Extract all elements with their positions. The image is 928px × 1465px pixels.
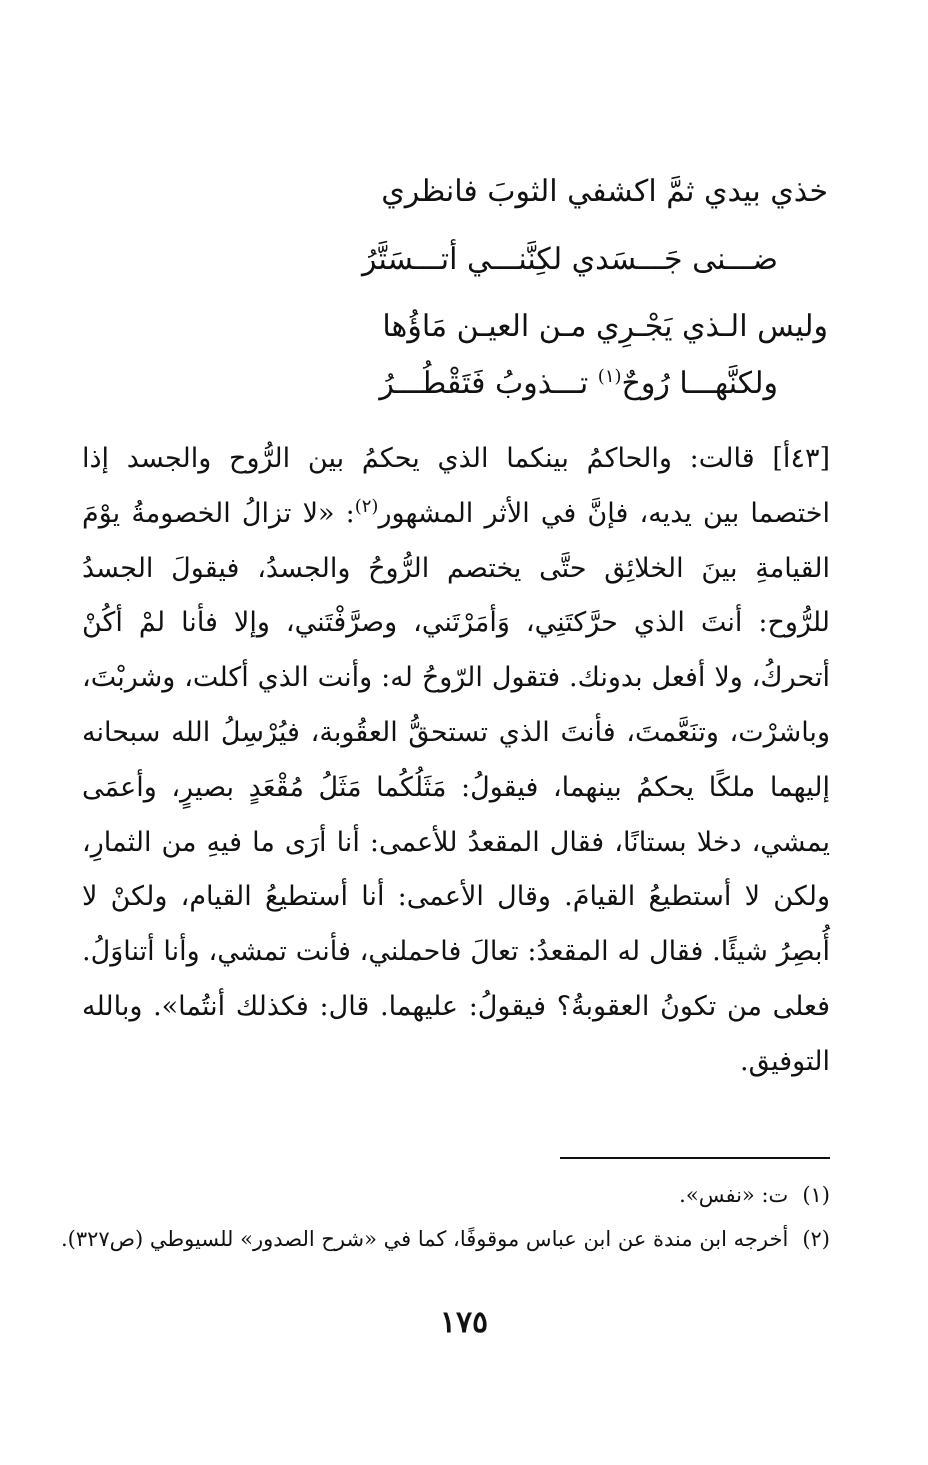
- body-text: [82, 432, 830, 1090]
- footnote-ref-2[interactable]: (٢): [354, 495, 379, 517]
- body-paragraph-part-1: [٤٣أ] قالت: والحاكمُ بينكما الذي يحكمُ بين الرُّوح والجسد إذا اختصما بين يديه، فإنَّ في الأثر المشهور: [82, 443, 830, 529]
- footnote-ref-1[interactable]: (١): [597, 366, 622, 387]
- poem-verse-1: خذي بيدي ثمَّ اكشفي الثوبَ فانظري: [381, 174, 828, 209]
- footnote-1-number: (١): [802, 1183, 830, 1207]
- footnote-1-text: ت: «نفس».: [679, 1183, 789, 1207]
- verse-4-part-1: ولكنَّهـــا رُوحٌ: [621, 366, 778, 401]
- body-paragraph-part-2: : «لا تزالُ الخصومةُ يوْمَ القيامةِ بينَ الخلائِق حتَّى يختصم الرُّوحُ والجسدُ، فيقولَ الجسدُ للرُّوح: أنتَ الذي حرَّكتَنِي، وَأمَرْتَني، وصرَّفْتَني، وإلا فأنا لمْ أكُنْ أتحركُ، ولا أفعل بدونك. فتقول الرّوحُ له: وأنت الذي أكلت، وشربْتَ، وباشرْت، وتنَعَّمتَ، فأنتَ الذي تستحقُّ العقُوبة، فيُرْسِلُ الله سبحانه إليهما ملكًا يحكمُ بينهما، فيقولُ: مَثَلُكُما مَثَلُ مُقْعَدٍ بصيرٍ، وأعمَى يمشي، دخلا بستانًا، فقال المقعدُ للأعمى: أنا أرَى ما فيهِ من الثمارِ، ولكن لا أستطيعُ القيامَ. وقال الأعمى: أنا أستطيعُ القيام، ولكنْ لا أُبصِرُ شيئًا. فقال له المقعدُ: تعالَ فاحملني، فأنت تمشي، وأنا أتناوَلُ. فعلى من تكونُ العقوبةُ؟ فيقولُ: عليهما. قال: فكذلك أنتُما». وبالله التوفيق.: [82, 497, 830, 1077]
- page-number: ١٧٥: [439, 1305, 489, 1340]
- poem-verse-4: [379, 362, 778, 406]
- poem-verse-2: ضـــنى جَـــسَدي لكِنَّنـــي أتـــسَتَّرُ: [361, 242, 778, 277]
- poem-verse-3: وليس الـذي يَجْـرِي مـن العيـن مَاؤُها: [382, 309, 828, 344]
- body-paragraph: [82, 432, 830, 1090]
- footnote-2-text: أخرجه ابن مندة عن ابن عباس موقوفًا، كما في «شرح الصدور» للسيوطي (ص٣٢٧).: [60, 1227, 789, 1251]
- footnote-1: [679, 1180, 830, 1210]
- footnote-2-number: (٢): [802, 1227, 830, 1251]
- footnote-2: [61, 1224, 830, 1254]
- footnote-separator: [560, 1157, 830, 1159]
- verse-4-part-2: تـــذوبُ فَتَقْطُـــرُ: [379, 366, 598, 401]
